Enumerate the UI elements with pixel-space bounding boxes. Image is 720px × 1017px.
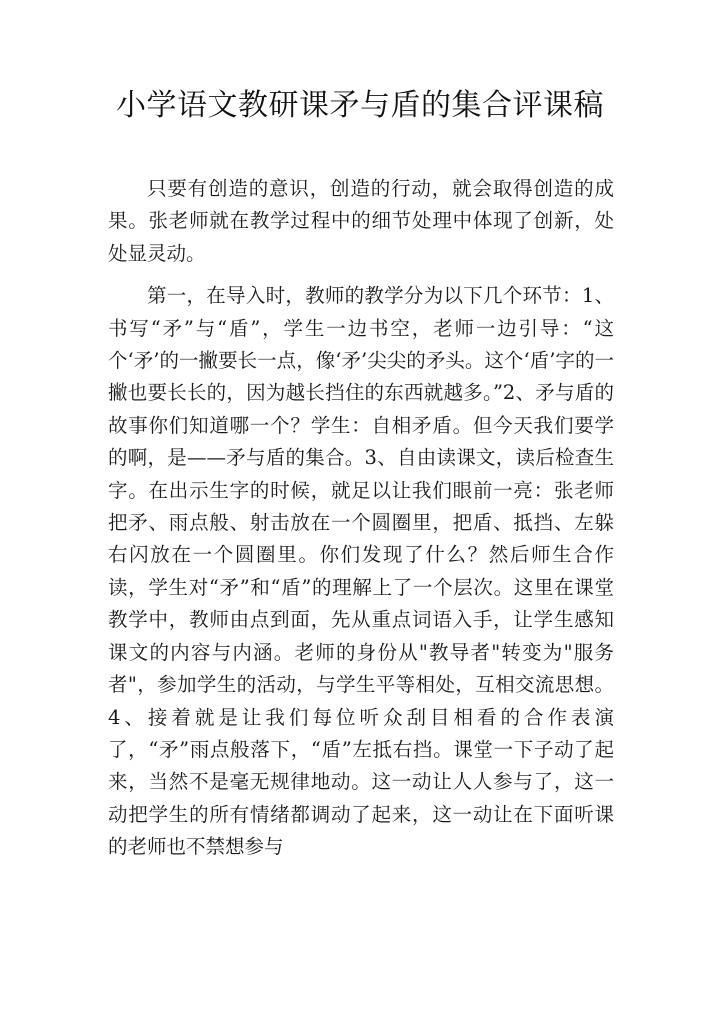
document-title: 小学语文教研课矛与盾的集合评课稿 (116, 88, 604, 123)
paragraph-1: 只要有创造的意识，创造的行动，就会取得创造的成果。张老师就在教学过程中的细节处理中体现了创新，处处显灵动。 (108, 177, 614, 265)
document-body (108, 173, 614, 874)
paragraph-2: 第一，在导入时，教师的教学分为以下几个环节：1、书写“矛”与“盾”，学生一边书空，老师一边引导：“这个‘矛’的一撇要长一点，像‘矛’尖尖的矛头。这个‘盾’字的一撇也要长长的，因为越长挡住的东西就越多。”2、矛与盾的故事你们知道哪一个？学生：自相矛盾。但今天我们要学的啊，是——矛与盾的集合。3、自由读课文，读后检查生字。在出示生字的时候，就足以让我们眼前一亮：张老师把矛、雨点般、射击放在一个圆圈里，把盾、抵挡、左躲右闪放在一个圆圈里。你们发现了什么？然后师生合作读，学生对“矛”和“盾”的理解上了一个层次。这里在课堂教学中，教师由点到面，先从重点词语入手，让学生感知课文的内容与内涵。老师的身份从"教导者"转变为"服务者"，参加学生的活动，与学生平等相处，互相交流思想。4、接着就是让我们每位听众刮目相看的合作表演了，“矛”雨点般落下，“盾”左抵右挡。课堂一下子动了起来，当然不是毫无规律地动。这一动让人人参与了，这一动把学生的所有情绪都调动了起来，这一动让在下面听课的老师也不禁想参与 (108, 284, 614, 859)
